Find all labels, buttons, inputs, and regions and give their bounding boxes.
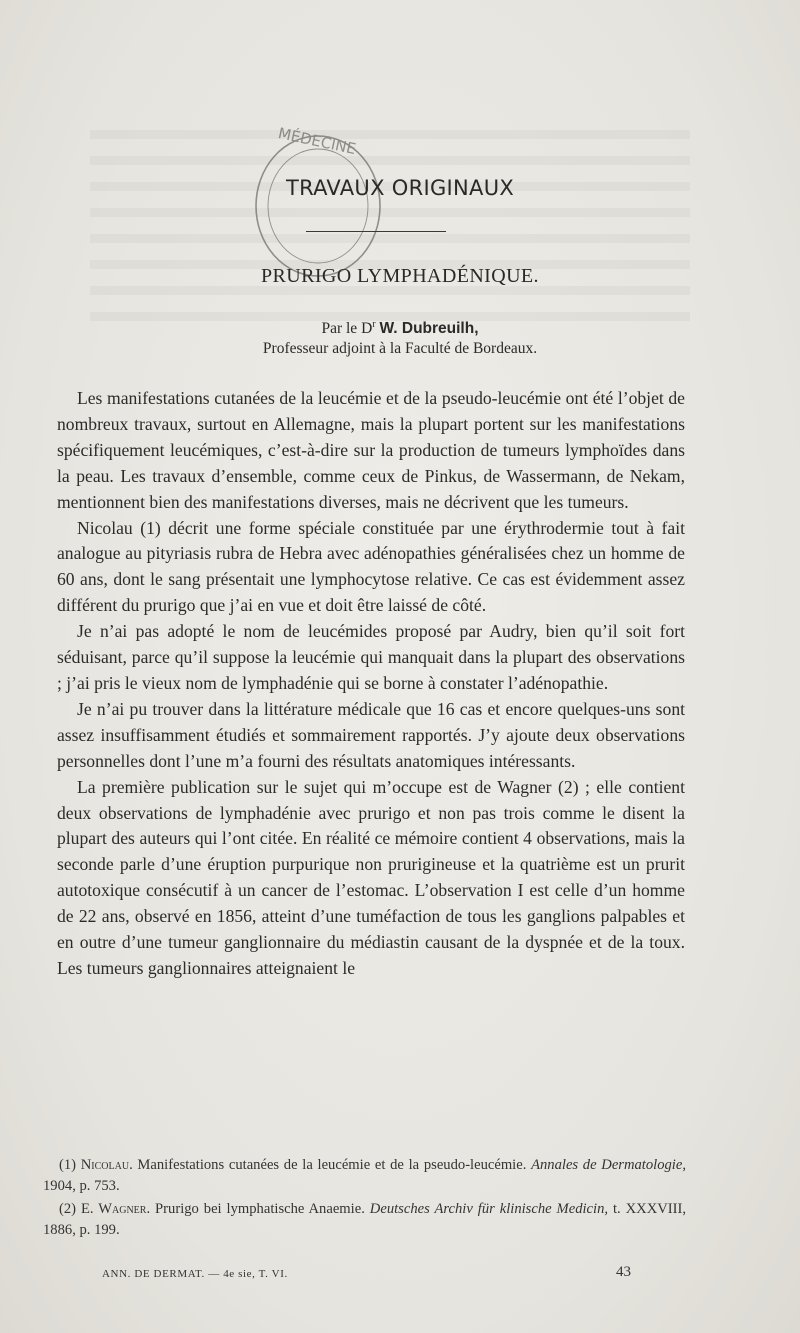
stamp-text: MÉDECINE: [276, 124, 358, 159]
footnote-marker: (1): [59, 1157, 77, 1173]
byline-author-line: [0, 315, 800, 339]
paragraph: Je n’ai pas adopté le nom de leucémides proposé par Audry, bien qu’il soit fort séduisant, parce qu’il suppose la leucémie qui manquait dans la plupart des observations ; j’ai pris le vieux nom de lymphadénie qui se borne à constater l’adénopathie.: [57, 621, 685, 693]
paragraph: Les manifestations cutanées de la leucémie et de la pseudo-leucémie ont été l’objet de nombreux travaux, surtout en Allemagne, mais la plupart portent sur les manifestations spécifiquement leucémiques, c’est-à-dire sur la production de tumeurs lymphoïdes dans la peau. Les travaux d’ensemble, comme ceux de Pinkus, de Wassermann, de Nekam, mentionnent bien des manifestations diverses, mais ne décrivent que les tumeurs.: [57, 388, 685, 512]
running-footer: ANN. DE DERMAT. — 4e sie, T. VI.: [102, 1268, 288, 1280]
paragraph: Je n’ai pu trouver dans la littérature médicale que 16 cas et encore quelques-uns sont assez insuffisamment étudiés et sommairement rapportés. J’y ajoute deux observations personnelles dont l’une m’a fourni des résultats anatomiques intéressants.: [57, 698, 685, 771]
page-number: 43: [616, 1264, 631, 1280]
footnote-author: Nicolau.: [80, 1157, 133, 1173]
section-title: TRAVAUX ORIGINAUX: [285, 176, 515, 200]
footnote-author: E. Wagner.: [80, 1201, 151, 1217]
article-body: [57, 386, 685, 982]
footnote-journal: Annales de Dermatologie,: [531, 1157, 686, 1173]
author-affiliation: Professeur adjoint à la Faculté de Bordeaux.: [262, 340, 538, 358]
footnote: [43, 1155, 686, 1196]
title-rule: [306, 231, 446, 232]
footnote-ref: t. XXXVIII, 1886, p. 199.: [43, 1201, 687, 1238]
footnote: [43, 1199, 686, 1240]
footnote-ref: 1904, p. 753.: [43, 1177, 120, 1194]
byline-prefix-sup: r: [372, 319, 376, 330]
footnotes: [43, 1155, 686, 1243]
paragraph: Nicolau (1) décrit une forme spéciale constituée par une érythrodermie tout à fait analogue au pityriasis rubra de Hebra avec adénopathies généralisées chez un homme de 60 ans, dont le sang présentait une lymphocytose relative. Ce cas est évidemment assez différent du prurigo que j’ai en vue et doit être laissé de côté.: [57, 517, 685, 616]
footnote-marker: (2): [59, 1201, 77, 1217]
paragraph: La première publication sur le sujet qui m’occupe est de Wagner (2) ; elle contient deux observations de lymphadénie avec prurigo et non pas trois comme le disent la plupart des auteurs qui l’ont citée. En réalité ce mémoire contient 4 observations, mais la seconde parle d’une éruption purpurique non prurigineuse et la quatrième est un prurit autotoxique consécutif à un cancer de l’estomac. L’observation I est celle d’un homme de 22 ans, observé en 1856, atteint d’une tuméfaction de tous les ganglions palpables et en outre d’une tumeur ganglionnaire du médiastin causant de la dyspnée et de la toux. Les tumeurs ganglionnaires atteignaient le: [57, 776, 685, 978]
byline-prefix: Par le D: [321, 320, 373, 338]
byline: [0, 315, 800, 359]
article-title: PRURIGO LYMPHADÉNIQUE.: [261, 265, 539, 287]
footnote-text: Manifestations cutanées de la leucémie et de la pseudo-leucémie.: [132, 1157, 532, 1173]
author-name: W. Dubreuilh,: [379, 320, 479, 338]
footnote-text: Prurigo bei lymphatische Anaemie.: [150, 1201, 370, 1217]
footnote-journal: Deutsches Archiv für klinische Medicin,: [369, 1201, 609, 1217]
